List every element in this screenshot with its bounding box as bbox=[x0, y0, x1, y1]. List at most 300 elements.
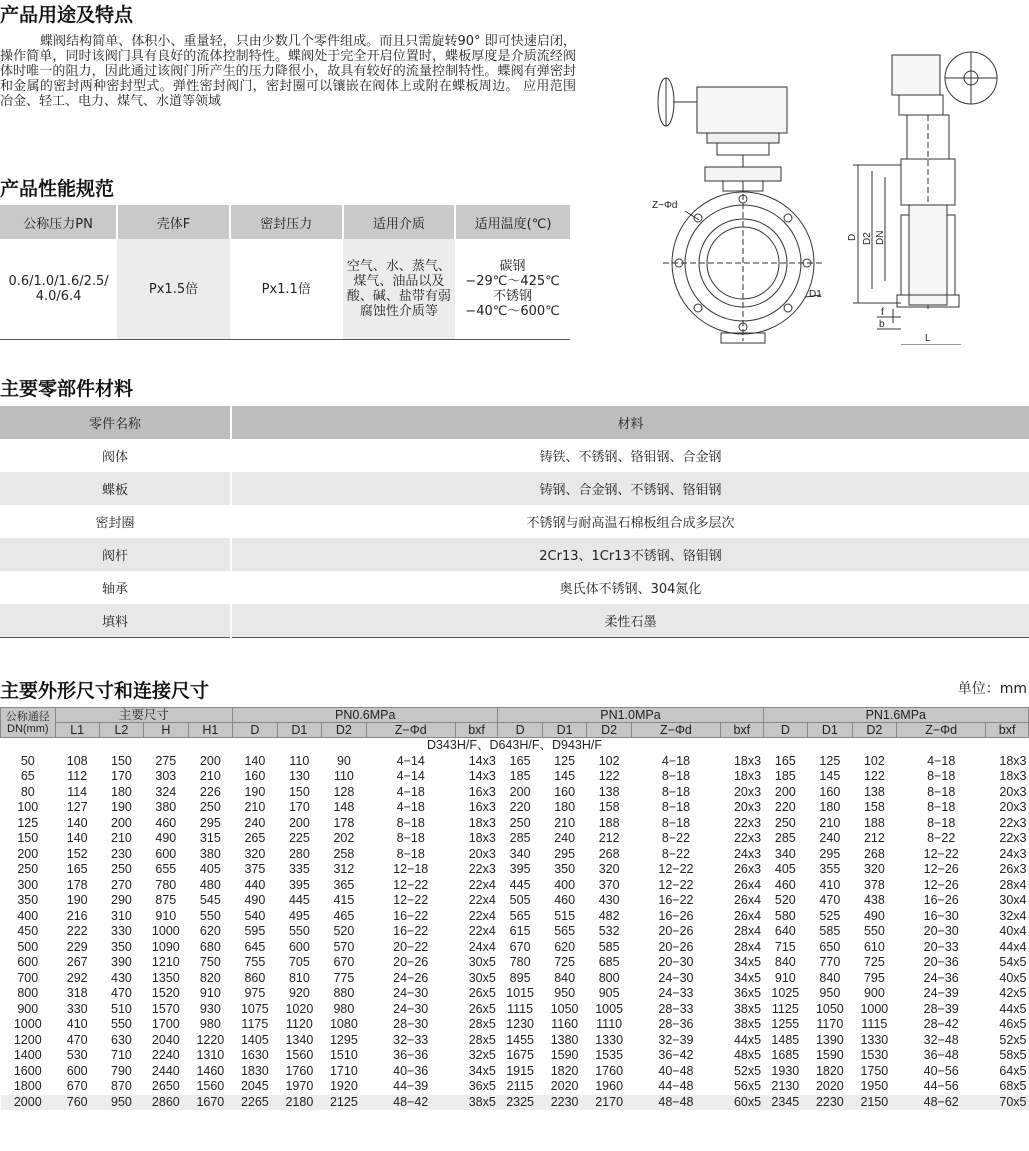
dim-cell: 226 bbox=[199, 784, 221, 799]
dim-cell: 12−22 bbox=[658, 877, 694, 892]
dim-cell: 445 bbox=[509, 877, 531, 892]
dim-cell: 780 bbox=[509, 955, 531, 970]
dim-cell: 22x3 bbox=[733, 815, 762, 830]
dim-cell: 875 bbox=[155, 893, 177, 908]
dim-cell: 1000 bbox=[13, 1017, 42, 1032]
dim-cell: 303 bbox=[155, 769, 177, 784]
dim-cell: 880 bbox=[333, 986, 355, 1001]
dim-cell: 910 bbox=[199, 986, 221, 1001]
table-row bbox=[1, 862, 1029, 878]
dim-cell: 620 bbox=[554, 939, 576, 954]
dim-cell: 24−30 bbox=[658, 970, 694, 985]
dim-cell: 20−26 bbox=[658, 939, 694, 954]
mat-part: 阀杆 bbox=[0, 538, 231, 571]
dim-cell: 24−33 bbox=[658, 986, 694, 1001]
dim-cell: 395 bbox=[509, 862, 531, 877]
table-row bbox=[1, 940, 1029, 956]
dim-cell: 1520 bbox=[151, 986, 180, 1001]
dim-cell: 645 bbox=[244, 939, 266, 954]
dim-cell: 340 bbox=[774, 846, 796, 861]
dim-cell: 32−39 bbox=[658, 1032, 694, 1047]
dim-cell: 28x5 bbox=[468, 1017, 496, 1032]
table-row bbox=[1, 785, 1029, 801]
dim-cell: 18x3 bbox=[999, 769, 1027, 784]
dim-cell: 28x4 bbox=[733, 924, 762, 939]
dim-cell: 160 bbox=[819, 784, 841, 799]
dim-cell: 56x5 bbox=[733, 1079, 762, 1094]
dim-cell: 355 bbox=[819, 862, 841, 877]
dim-header-pn10: PN1.0MPa bbox=[498, 708, 763, 723]
dim-cell: 4−14 bbox=[396, 753, 425, 768]
dim-cell: 112 bbox=[67, 769, 88, 784]
dim-subheader-pn: bxf bbox=[986, 723, 1029, 738]
dim-cell: 222 bbox=[66, 924, 88, 939]
table-row bbox=[1, 1079, 1029, 1095]
dim-cell: 465 bbox=[333, 908, 355, 923]
dim-cell: 840 bbox=[774, 955, 796, 970]
dim-cell: 1630 bbox=[240, 1048, 269, 1063]
dim-cell: 295 bbox=[554, 846, 576, 861]
dim-header-pn16: PN1.6MPa bbox=[763, 708, 1028, 723]
dim-cell: 375 bbox=[244, 862, 266, 877]
dim-cell: 1020 bbox=[285, 1001, 314, 1016]
dim-cell: 30x5 bbox=[468, 955, 496, 970]
dim-cell: 140 bbox=[66, 831, 88, 846]
dim-cell: 1115 bbox=[861, 1017, 888, 1032]
dim-cell: 595 bbox=[244, 924, 266, 939]
dim-cell: 2040 bbox=[151, 1032, 180, 1047]
dim-cell: 230 bbox=[111, 846, 132, 861]
dim-cell: 12−22 bbox=[393, 877, 429, 892]
dim-cell: 2130 bbox=[771, 1079, 800, 1094]
dim-cell: 335 bbox=[288, 862, 310, 877]
dim-cell: 1760 bbox=[595, 1063, 624, 1078]
dim-cell: 4−18 bbox=[396, 800, 425, 815]
dim-cell: 8−18 bbox=[396, 831, 425, 846]
dim-cell: 14x3 bbox=[468, 753, 496, 768]
dim-cell: 58x5 bbox=[999, 1048, 1027, 1063]
dim-cell: 18x3 bbox=[733, 753, 762, 768]
dim-cell: 1125 bbox=[771, 1001, 799, 1016]
dim-cell: 405 bbox=[199, 862, 221, 877]
dim-cell: 1050 bbox=[815, 1001, 844, 1016]
dim-cell: 380 bbox=[155, 800, 177, 815]
dim-cell: 1820 bbox=[815, 1063, 844, 1078]
dim-cell: 145 bbox=[554, 769, 576, 784]
dim-cell: 780 bbox=[155, 877, 177, 892]
perf-temp-l3: 不锈钢 bbox=[493, 289, 533, 304]
dim-cell: 480 bbox=[199, 877, 221, 892]
dim-cell: 895 bbox=[509, 970, 531, 985]
mat-header-part: 零件名称 bbox=[0, 406, 231, 439]
dim-cell: 8−18 bbox=[396, 846, 425, 861]
dim-cell: 330 bbox=[111, 924, 132, 939]
table-row bbox=[1, 800, 1029, 816]
usage-title: 产品用途及特点 bbox=[0, 4, 134, 26]
label-d2: D2 bbox=[862, 232, 873, 245]
dim-cell: 14x3 bbox=[468, 769, 496, 784]
dim-cell: 430 bbox=[598, 893, 620, 908]
dim-cell: 860 bbox=[244, 970, 266, 985]
dim-cell: 1460 bbox=[196, 1063, 225, 1078]
dim-cell: 28x4 bbox=[733, 939, 762, 954]
dim-cell: 114 bbox=[67, 784, 88, 799]
dim-cell: 565 bbox=[554, 924, 576, 939]
dim-cell: 315 bbox=[199, 831, 221, 846]
dim-cell: 280 bbox=[288, 846, 310, 861]
dim-cell: 980 bbox=[199, 1017, 221, 1032]
dim-cell: 310 bbox=[111, 908, 132, 923]
dimensions-table bbox=[0, 707, 1029, 1110]
mat-material: 铸钢、合金钢、不锈钢、铬钼钢 bbox=[231, 472, 1029, 505]
dim-cell: 188 bbox=[863, 815, 885, 830]
dim-cell: 8−18 bbox=[661, 800, 691, 815]
dim-cell: 42x5 bbox=[999, 986, 1027, 1001]
dim-cell: 20−22 bbox=[393, 939, 429, 954]
dim-cell: 200 bbox=[17, 846, 39, 861]
dim-cell: 1000 bbox=[860, 1001, 889, 1016]
dim-cell: 440 bbox=[244, 877, 266, 892]
dim-cell: 760 bbox=[55, 1095, 99, 1111]
dim-cell: 275 bbox=[155, 753, 177, 768]
dim-header-main: 主要尺寸 bbox=[55, 708, 233, 723]
table-row bbox=[1, 1064, 1029, 1080]
dim-cell: 180 bbox=[111, 784, 132, 799]
dim-cell: 38x5 bbox=[455, 1095, 498, 1111]
dim-cell: 158 bbox=[598, 800, 620, 815]
dim-cell: 510 bbox=[111, 1001, 132, 1016]
dim-cell: 378 bbox=[863, 877, 885, 892]
dim-cell: 20x3 bbox=[733, 800, 762, 815]
dim-cell: 350 bbox=[111, 939, 132, 954]
dim-cell: 670 bbox=[509, 939, 531, 954]
valve-drawing bbox=[639, 45, 1029, 345]
dim-cell: 28−39 bbox=[923, 1001, 959, 1016]
dim-cell: 102 bbox=[863, 753, 885, 768]
dim-cell: 68x5 bbox=[999, 1079, 1027, 1094]
dim-cell: 800 bbox=[17, 986, 39, 1001]
dim-cell: 229 bbox=[66, 939, 88, 954]
dim-cell: 20x3 bbox=[733, 784, 762, 799]
mat-part: 填料 bbox=[0, 604, 231, 638]
dim-cell: 250 bbox=[509, 815, 531, 830]
label-dn: DN bbox=[875, 230, 886, 245]
dim-cell: 220 bbox=[774, 800, 796, 815]
dim-cell: 320 bbox=[863, 862, 885, 877]
dim-cell: 38x5 bbox=[733, 1017, 762, 1032]
dim-cell: 505 bbox=[509, 893, 531, 908]
table-row bbox=[1, 816, 1029, 832]
table-row bbox=[0, 538, 1029, 571]
dim-cell: 312 bbox=[333, 862, 355, 877]
dim-cell: 725 bbox=[554, 955, 576, 970]
dim-cell: 190 bbox=[111, 800, 132, 815]
dim-cell: 1600 bbox=[13, 1063, 42, 1078]
dim-cell: 500 bbox=[17, 939, 39, 954]
dim-cell: 330 bbox=[66, 1001, 88, 1016]
dim-cell: 800 bbox=[598, 970, 620, 985]
dim-cell: 160 bbox=[244, 769, 266, 784]
dim-cell: 1115 bbox=[507, 1001, 534, 1016]
dim-cell: 26x3 bbox=[733, 862, 762, 877]
dim-cell: 2345 bbox=[763, 1095, 808, 1111]
dim-cell: 615 bbox=[509, 924, 531, 939]
dim-cell: 240 bbox=[819, 831, 841, 846]
dim-cell: 2860 bbox=[144, 1095, 189, 1111]
dim-cell: 210 bbox=[554, 815, 576, 830]
mat-header-material: 材料 bbox=[231, 406, 1029, 439]
dim-cell: 295 bbox=[819, 846, 841, 861]
dim-cell: 22x3 bbox=[999, 831, 1027, 846]
dim-cell: 905 bbox=[598, 986, 620, 1001]
mat-part: 蝶板 bbox=[0, 472, 231, 505]
dim-cell: 48−48 bbox=[631, 1095, 720, 1111]
dim-cell: 460 bbox=[554, 893, 576, 908]
dim-cell: 18x3 bbox=[468, 815, 496, 830]
dim-cell: 268 bbox=[598, 846, 620, 861]
dim-cell: 1485 bbox=[771, 1032, 800, 1047]
dim-cell: 285 bbox=[774, 831, 796, 846]
mat-part: 阀体 bbox=[0, 439, 231, 472]
dim-cell: 1295 bbox=[329, 1032, 358, 1047]
perf-header-seal: 密封压力 bbox=[230, 205, 343, 239]
dim-cell: 775 bbox=[333, 970, 355, 985]
dim-cell: 8−18 bbox=[927, 784, 956, 799]
dim-cell: 212 bbox=[863, 831, 885, 846]
dim-cell: 210 bbox=[244, 800, 266, 815]
dim-cell: 1310 bbox=[196, 1048, 225, 1063]
dim-cell: 20−26 bbox=[393, 955, 429, 970]
dim-cell: 8−18 bbox=[661, 815, 691, 830]
dim-cell: 980 bbox=[333, 1001, 355, 1016]
dim-cell: 26x3 bbox=[999, 862, 1027, 877]
dim-cell: 2240 bbox=[151, 1048, 180, 1063]
dim-cell: 20−26 bbox=[658, 924, 694, 939]
dim-cell: 250 bbox=[199, 800, 221, 815]
mat-material: 奥氏体不锈钢、304氮化 bbox=[559, 582, 702, 597]
dim-cell: 140 bbox=[66, 815, 88, 830]
dim-cell: 150 bbox=[288, 784, 310, 799]
dim-cell: 225 bbox=[288, 831, 310, 846]
dim-cell: 1200 bbox=[13, 1032, 42, 1047]
dim-cell: 16−22 bbox=[658, 893, 694, 908]
dim-cell: 110 bbox=[289, 753, 310, 768]
dim-cell: 1670 bbox=[188, 1095, 233, 1111]
dim-cell: 1110 bbox=[596, 1017, 623, 1032]
dim-subheader-pn: D2 bbox=[587, 723, 632, 738]
dim-cell: 24−36 bbox=[923, 970, 959, 985]
dim-subheader-main: H bbox=[144, 723, 189, 738]
dim-cell: 46x5 bbox=[999, 1017, 1027, 1032]
perf-header-shell: 壳体F bbox=[117, 205, 230, 239]
dim-cell: 1930 bbox=[771, 1063, 800, 1078]
dim-cell: 910 bbox=[155, 908, 177, 923]
dim-cell: 705 bbox=[288, 955, 310, 970]
dim-cell: 44−48 bbox=[658, 1079, 694, 1094]
dim-cell: 12−22 bbox=[393, 893, 429, 908]
dim-cell: 350 bbox=[17, 893, 39, 908]
dim-cell: 30x4 bbox=[999, 893, 1027, 908]
table-row bbox=[1, 1002, 1029, 1018]
dim-cell: 1760 bbox=[285, 1063, 314, 1078]
dim-cell: 2125 bbox=[322, 1095, 367, 1111]
mat-material: 铸铁、不锈钢、铬钼钢、合金钢 bbox=[539, 450, 722, 465]
label-d: D bbox=[847, 233, 858, 241]
dim-cell: 32−48 bbox=[923, 1032, 959, 1047]
perf-shell: Px1.5倍 bbox=[117, 239, 230, 340]
dim-cell: 22x3 bbox=[999, 815, 1027, 830]
dim-cell: 212 bbox=[598, 831, 620, 846]
dim-cell: 24x3 bbox=[999, 846, 1027, 861]
dim-cell: 1590 bbox=[550, 1048, 579, 1063]
dim-cell: 22x4 bbox=[468, 908, 496, 923]
dim-cell: 202 bbox=[333, 831, 355, 846]
dim-cell: 28−30 bbox=[393, 1017, 429, 1032]
dim-subheader-main: L2 bbox=[99, 723, 143, 738]
dim-cell: 16x3 bbox=[468, 784, 496, 799]
dim-cell: 540 bbox=[244, 908, 266, 923]
dim-cell: 470 bbox=[66, 1032, 88, 1047]
dim-cell: 324 bbox=[155, 784, 177, 799]
dim-subheader-pn: Z−Φd bbox=[631, 723, 720, 738]
dim-cell: 1960 bbox=[595, 1079, 624, 1094]
dim-cell: 190 bbox=[66, 893, 88, 908]
dim-subheader-pn: D bbox=[763, 723, 808, 738]
dim-cell: 2230 bbox=[542, 1095, 587, 1111]
dim-cell: 445 bbox=[288, 893, 310, 908]
dim-cell: 26x4 bbox=[733, 893, 762, 908]
dim-cell: 125 bbox=[554, 753, 576, 768]
perf-header-pn: 公称压力PN bbox=[0, 205, 117, 239]
mat-title: 主要零部件材料 bbox=[0, 378, 134, 400]
dim-cell: 70x5 bbox=[986, 1095, 1029, 1111]
dim-cell: 1255 bbox=[771, 1017, 800, 1032]
dim-cell: 26x4 bbox=[733, 877, 762, 892]
dim-cell: 700 bbox=[17, 970, 39, 985]
dim-cell: 725 bbox=[863, 955, 885, 970]
dim-cell: 148 bbox=[333, 800, 355, 815]
perf-temp-l2: −29℃～425℃ bbox=[465, 274, 560, 289]
dim-cell: 930 bbox=[199, 1001, 221, 1016]
perf-temp-l4: −40℃～600℃ bbox=[465, 304, 560, 319]
dim-cell: 12−26 bbox=[923, 877, 959, 892]
perf-title: 产品性能规范 bbox=[0, 178, 115, 200]
label-l: L bbox=[925, 333, 931, 344]
table-row bbox=[1, 955, 1029, 971]
dim-cell: 650 bbox=[819, 939, 841, 954]
dim-cell: 610 bbox=[863, 939, 885, 954]
dim-cell: 48x5 bbox=[733, 1048, 762, 1063]
dim-cell: 910 bbox=[774, 970, 796, 985]
dim-cell: 128 bbox=[333, 784, 355, 799]
dim-subheader-pn: D bbox=[233, 723, 278, 738]
perf-header-temp: 适用温度(℃) bbox=[455, 205, 570, 239]
dim-cell: 1570 bbox=[151, 1001, 180, 1016]
dim-cell: 1025 bbox=[771, 986, 800, 1001]
dim-cell: 250 bbox=[774, 815, 796, 830]
dim-cell: 28x4 bbox=[999, 877, 1027, 892]
dim-cell: 170 bbox=[288, 800, 310, 815]
dim-cell: 26x4 bbox=[733, 908, 762, 923]
dim-cell: 40x5 bbox=[999, 970, 1027, 985]
dim-cell: 1350 bbox=[151, 970, 180, 985]
dim-cell: 920 bbox=[288, 986, 310, 1001]
mat-part: 密封圈 bbox=[0, 505, 231, 538]
dim-cell: 127 bbox=[66, 800, 88, 815]
dim-cell: 395 bbox=[288, 877, 310, 892]
perf-medium bbox=[343, 239, 455, 340]
dim-cell: 550 bbox=[288, 924, 310, 939]
dim-cell: 2170 bbox=[587, 1095, 632, 1111]
dim-cell: 685 bbox=[598, 955, 620, 970]
dim-cell: 1455 bbox=[506, 1032, 534, 1047]
dim-cell: 20x3 bbox=[468, 846, 496, 861]
model-row: D343H/F、D643H/F、D943H/F bbox=[426, 738, 603, 753]
dim-cell: 60x5 bbox=[721, 1095, 764, 1111]
table-row bbox=[1, 909, 1029, 925]
dim-cell: 1685 bbox=[771, 1048, 800, 1063]
table-row bbox=[1, 847, 1029, 863]
dim-cell: 140 bbox=[244, 753, 266, 768]
table-row bbox=[1, 1017, 1029, 1033]
dim-cell: 2230 bbox=[808, 1095, 853, 1111]
dim-cell: 1390 bbox=[815, 1032, 844, 1047]
table-row bbox=[0, 604, 1029, 638]
dim-subheader-pn: D2 bbox=[852, 723, 897, 738]
dim-cell: 532 bbox=[598, 924, 620, 939]
dim-cell: 2020 bbox=[550, 1079, 579, 1094]
dim-cell: 122 bbox=[598, 769, 620, 784]
dim-header-dn: 公称通径 DN(mm) bbox=[1, 708, 56, 738]
dim-cell: 405 bbox=[774, 862, 796, 877]
dim-cell: 410 bbox=[66, 1017, 88, 1032]
dim-cell: 340 bbox=[509, 846, 531, 861]
table-row bbox=[1, 878, 1029, 894]
dim-title: 主要外形尺寸和连接尺寸 bbox=[0, 680, 210, 702]
dim-cell: 122 bbox=[863, 769, 885, 784]
dim-cell: 570 bbox=[333, 939, 355, 954]
dim-cell: 400 bbox=[17, 908, 39, 923]
dim-cell: 870 bbox=[111, 1079, 132, 1094]
dim-cell: 1405 bbox=[240, 1032, 269, 1047]
dim-cell: 290 bbox=[111, 893, 132, 908]
dim-cell: 125 bbox=[17, 815, 39, 830]
dim-cell: 267 bbox=[66, 955, 88, 970]
dim-cell: 900 bbox=[17, 1001, 39, 1016]
dim-cell: 545 bbox=[199, 893, 221, 908]
dim-cell: 12−18 bbox=[393, 862, 429, 877]
perf-pn: 0.6/1.0/1.6/2.5/ 4.0/6.4 bbox=[0, 239, 117, 340]
table-row bbox=[1, 971, 1029, 987]
dim-subheader-main: L1 bbox=[55, 723, 99, 738]
dim-cell: 38x5 bbox=[733, 1001, 762, 1016]
dim-cell: 1000 bbox=[151, 924, 180, 939]
dim-cell: 90 bbox=[336, 753, 351, 768]
dim-cell: 40−48 bbox=[658, 1063, 694, 1078]
dim-cell: 150 bbox=[17, 831, 39, 846]
dim-cell: 165 bbox=[774, 753, 796, 768]
dim-cell: 620 bbox=[199, 924, 221, 939]
dim-cell: 24−26 bbox=[393, 970, 429, 985]
dim-subheader-pn: bxf bbox=[721, 723, 764, 738]
dim-cell: 585 bbox=[819, 924, 841, 939]
dim-cell: 185 bbox=[509, 769, 531, 784]
table-row bbox=[0, 472, 1029, 505]
dim-cell: 48−62 bbox=[897, 1095, 986, 1111]
dim-cell: 520 bbox=[333, 924, 355, 939]
dim-cell: 1050 bbox=[550, 1001, 579, 1016]
usage-text: 蝶阀结构简单、体积小、重量轻，只由少数几个零件组成。而且只需旋转90° 即可快速启闭，操作简单，同时该阀门具有良好的流体控制特性。蝶阀处于完全开启位置时，蝶板厚度是介质流经阀体时唯一的阻力，因此通过该阀门所产生的压力降很小，故具有较好的流量控制特性。蝶阀有弹密封和金属的密封两种密封型式。弹性密封阀门，密封圈可以镶嵌在阀体上或附在蝶板周边。 应用范围冶金、轻工、电力、煤气、水道等领域 bbox=[0, 34, 576, 109]
